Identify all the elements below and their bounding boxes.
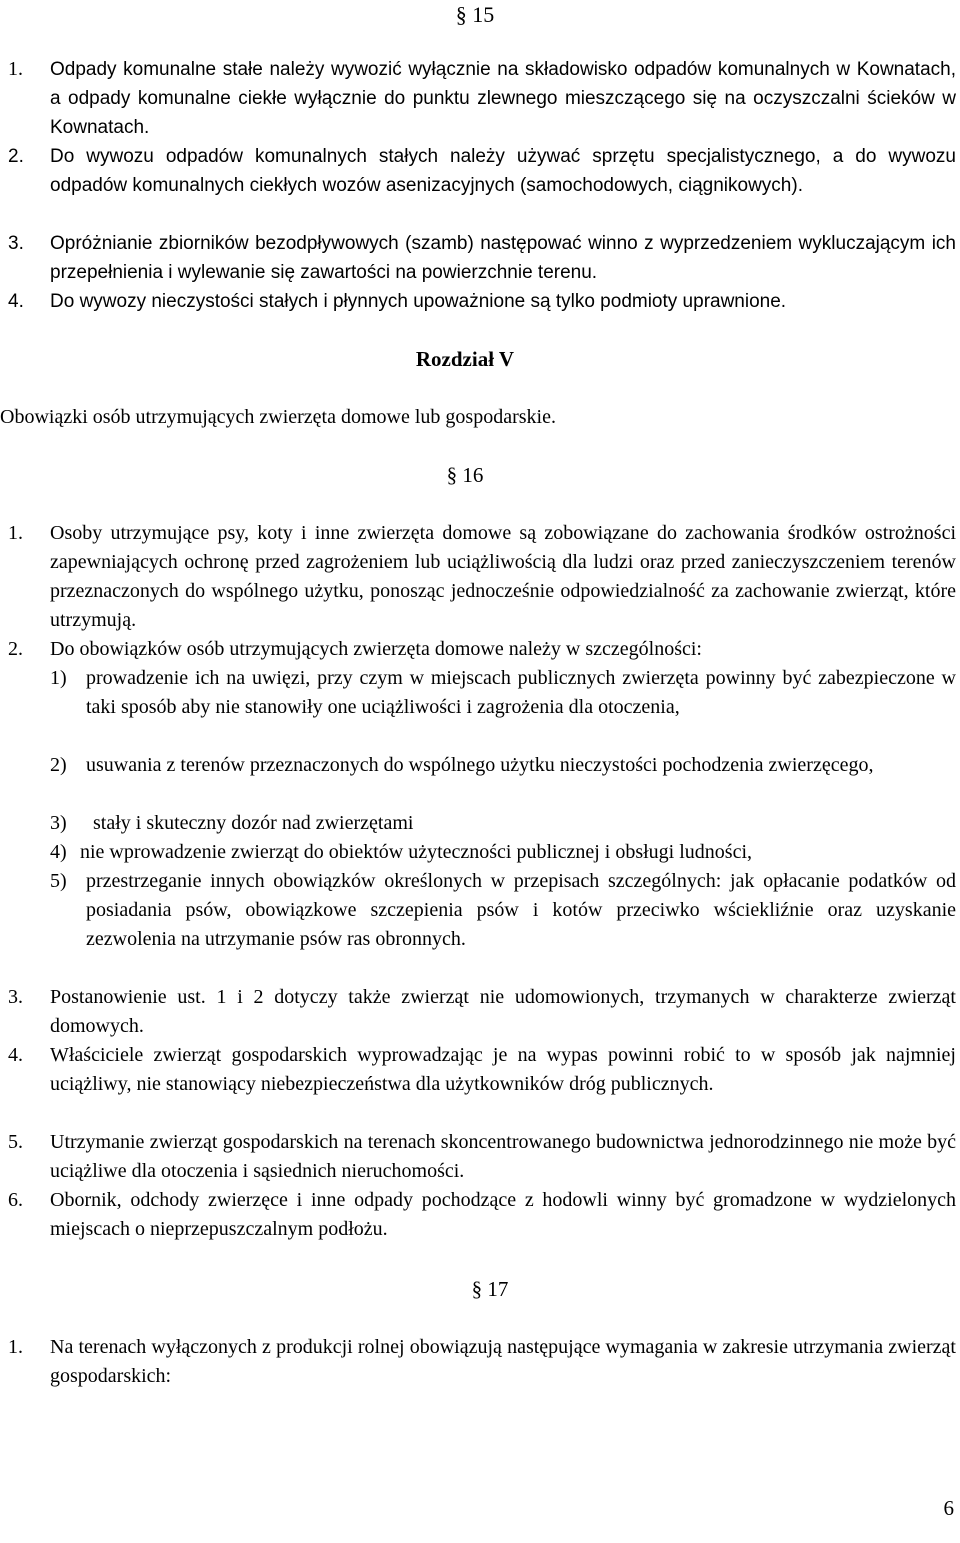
subitem-number: 5) — [50, 870, 67, 892]
s16-item-6 — [0, 1186, 960, 1244]
item-number: 3. — [8, 986, 23, 1008]
s16-sub-3 — [0, 809, 960, 838]
item-text: Do obowiązków osób utrzymujących zwierzęta domowe należy w szczególności: — [50, 638, 702, 660]
subitem-number: 3) — [50, 812, 67, 834]
subitem-text: nie wprowadzenie zwierząt do obiektów użyteczności publicznej i obsługi ludności, — [80, 841, 753, 863]
item-text: Właściciele zwierząt gospodarskich wyprowadzając je na wypas powinni robić to w sposób jak najmniej uciążliwy, nie stanowiący niebezpieczeństwa dla użytkowników dróg publicznych. — [50, 1044, 956, 1095]
subitem-text: prowadzenie ich na uwięzi, przy czym w miejscach publicznych zwierzęta powinny być zabezpieczone w taki sposób aby nie stanowiły one uciążliwości i zagrożenia dla otoczenia, — [86, 667, 956, 718]
chapter-subtitle: Obowiązki osób utrzymujących zwierzęta domowe lub gospodarskie. — [0, 406, 556, 428]
section-15-heading: § 15 — [455, 2, 495, 27]
item-text: Do wywozu odpadów komunalnych stałych należy używać sprzętu specjalistycznego, a do wywozu odpadów komunalnych ciekłych wozów asenizacyjnych (samochodowych, ciągnikowych). — [50, 146, 956, 196]
s16-item-2 — [0, 635, 960, 664]
item-number: 4. — [8, 1044, 23, 1066]
s15-item-3 — [0, 229, 960, 287]
item-number: 6. — [8, 1189, 23, 1211]
page-number: 6 — [943, 1496, 954, 1520]
s16-item-3 — [0, 983, 960, 1041]
subitem-text: usuwania z terenów przeznaczonych do wspólnego użytku nieczystości pochodzenia zwierzęcego, — [86, 754, 874, 776]
section-17-heading: § 17 — [471, 1277, 509, 1301]
item-text: Obornik, odchody zwierzęce i inne odpady pochodzące z hodowli winny być gromadzone w wydzielonych miejscach o nieprzepuszczalnym podłożu. — [50, 1189, 956, 1240]
subitem-text: stały i skuteczny dozór nad zwierzętami — [93, 812, 414, 834]
item-number: 1. — [8, 58, 23, 80]
item-text: Opróżnianie zbiorników bezodpływowych (szamb) następować winno z wyprzedzeniem wykluczającym ich przepełnienia i wylewanie się zawartości na powierzchnie terenu. — [50, 233, 956, 283]
section-16-heading: § 16 — [446, 463, 484, 487]
s15-item-1 — [0, 55, 960, 142]
subitem-number: 1) — [50, 667, 67, 689]
s15-item-2 — [0, 142, 960, 229]
s16-sub-5 — [0, 867, 960, 983]
s17-item-1 — [0, 1333, 960, 1391]
subitem-number: 4) — [50, 841, 67, 863]
item-number: 3. — [8, 233, 24, 254]
item-text: Utrzymanie zwierząt gospodarskich na terenach skoncentrowanego budownictwa jednorodzinnego nie może być uciążliwe dla otoczenia i sąsiednich nieruchomości. — [50, 1131, 956, 1182]
s16-item-1 — [0, 519, 960, 635]
item-text: Odpady komunalne stałe należy wywozić wyłącznie na składowisko odpadów komunalnych w Kownatach, a odpady komunalne ciekłe wyłącznie do punktu zlewnego mieszczącego się na oczyszczalni ścieków w Kownatach. — [50, 59, 956, 138]
item-number: 1. — [8, 522, 23, 544]
item-number: 2. — [8, 146, 24, 167]
item-number: 1. — [8, 1336, 23, 1358]
s16-sub-4 — [0, 838, 960, 867]
item-number: 5. — [8, 1131, 23, 1153]
subitem-text: przestrzeganie innych obowiązków określonych w przepisach szczególnych: jak opłacanie podatków od posiadania psów, obowiązkowe szczepienia psów i kotów przeciwko wściekliźnie oraz uzyskanie zezwolenia na utrzymanie psów ras obronnych. — [86, 870, 956, 950]
item-text: Do wywozy nieczystości stałych i płynnych upoważnione są tylko podmioty uprawnione. — [50, 291, 787, 312]
subitem-number: 2) — [50, 754, 67, 776]
s16-item-4 — [0, 1041, 960, 1128]
item-text: Osoby utrzymujące psy, koty i inne zwierzęta domowe są zobowiązane do zachowania środków ostrożności zapewniających ochronę przed zagrożeniem lub uciążliwością dla ludzi oraz przed zanieczyszczeniem terenów przeznaczonych do wspólnego użytku, ponosząc jednocześnie odpowiedzialność za zachowanie zwierząt, które utrzymują. — [50, 522, 956, 631]
s16-sub-2 — [0, 751, 960, 809]
chapter-title: Rozdział V — [415, 347, 515, 371]
item-text: Na terenach wyłączonych z produkcji rolnej obowiązują następujące wymagania w zakresie utrzymania zwierząt gospodarskich: — [50, 1336, 956, 1387]
s15-item-4 — [0, 287, 960, 316]
s16-item-5 — [0, 1128, 960, 1186]
item-number: 2. — [8, 638, 23, 660]
item-text: Postanowienie ust. 1 i 2 dotyczy także zwierząt nie udomowionych, trzymanych w charakterze zwierząt domowych. — [50, 986, 956, 1037]
s16-sub-1 — [0, 664, 960, 751]
item-number: 4. — [8, 291, 24, 312]
